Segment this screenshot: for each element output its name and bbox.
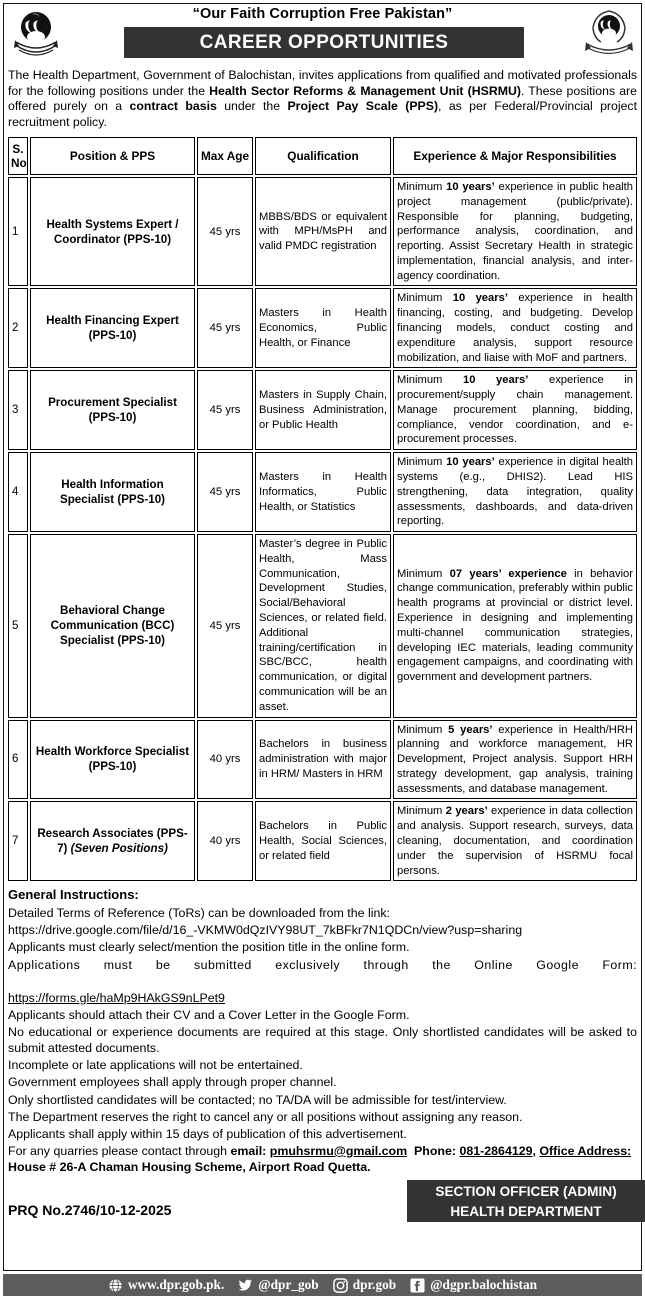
row-serial-number: 7	[8, 801, 28, 881]
row-max-age: 45 yrs	[197, 452, 253, 532]
instruction-attach-cv: Applicants should attach their CV and a Cover Letter in the Google Form.	[8, 1007, 410, 1022]
footer-instagram[interactable]	[333, 1277, 397, 1293]
col-header-qualification: Qualification	[255, 137, 391, 175]
instruction-tors-line: Detailed Terms of Reference (ToRs) can be downloaded from the link:	[8, 906, 391, 921]
instagram-icon	[333, 1278, 348, 1293]
row-qualification: MBBS/BDS or equivalent with MPH/MsPH and valid PMDC registration	[255, 177, 391, 286]
col-header-sno-line1: S.	[12, 141, 24, 156]
row-position-title: Health Systems Expert / Coordinator (PPS-10)	[30, 177, 195, 286]
intro-bold-hsrmu: Health Sector Reforms & Management Unit (HSRMU)	[209, 83, 521, 98]
col-header-max-age: Max Age	[197, 137, 253, 175]
row-serial-number: 5	[8, 534, 28, 717]
row-max-age: 45 yrs	[197, 177, 253, 286]
footer-facebook[interactable]	[410, 1277, 537, 1293]
row-experience-details: experience in digital health systems (e.g., DHIS2). Lead HIS strengthening, data integration, quality assessments, dashboards, and data-driven reporting.	[397, 456, 633, 528]
balochistan-government-emblem-icon	[8, 6, 64, 60]
facebook-icon	[410, 1278, 425, 1293]
row-serial-number: 4	[8, 452, 28, 532]
career-opportunities-banner: CAREER OPPORTUNITIES	[124, 27, 524, 58]
instruction-govt-employees: Government employees shall apply through proper channel.	[8, 1075, 337, 1090]
social-media-footer	[3, 1274, 642, 1296]
instruction-google-form-line: Applications must be submitted exclusively through the Online Google Form:	[8, 957, 637, 972]
intro-part3: under the	[216, 99, 288, 114]
officer-title: SECTION OFFICER (ADMIN)	[435, 1184, 617, 1200]
row-experience-years: 10 years’	[446, 180, 495, 193]
instructions-title: General Instructions:	[8, 887, 139, 903]
row-max-age: 40 yrs	[197, 801, 253, 881]
row-experience-prefix: Minimum	[397, 723, 449, 736]
contact-office-address-label: Office Address:	[539, 1143, 632, 1158]
instruction-shortlisted-contact: Only shortlisted candidates will be contacted; no TA/DA will be admissible for test/interview.	[8, 1092, 507, 1107]
row-max-age: 45 yrs	[197, 288, 253, 368]
row-qualification: Masters in Health Economics, Public Health, or Finance	[255, 288, 391, 368]
row-experience-years: 2 years’	[445, 805, 488, 818]
row-serial-number: 2	[8, 288, 28, 368]
row-experience-years: 10 years’	[462, 374, 529, 387]
intro-part2: . These positions are offered purely on a	[8, 83, 637, 114]
row-qualification: Bachelors in business administration with major in HRM/ Masters in HRM	[255, 720, 391, 800]
instruction-select-position: Applicants must clearly select/mention the position title in the online form.	[8, 940, 410, 955]
footer-twitter-label: @dpr_gob	[258, 1277, 319, 1292]
contact-email-value[interactable]: pmuhsrmu@gmail.com	[269, 1143, 408, 1158]
row-experience-details: experience in Health/HRH planning and workforce management, HR Development, Project analysis. Support HRH strategy development, gap analysis, training assessments, and database management.	[397, 723, 633, 795]
footer-facebook-label: @dgpr.balochistan	[430, 1277, 538, 1292]
slogan-text: “Our Faith Corruption Free Pakistan”	[192, 6, 453, 22]
row-experience-years: 10 years’	[446, 456, 495, 469]
contact-phone-label: Phone:	[414, 1143, 460, 1158]
page-border	[3, 3, 642, 1271]
row-experience-prefix: Minimum	[397, 292, 453, 305]
instruction-cancel-rights: The Department reserves the right to cancel any or all positions without assigning any reason.	[8, 1109, 523, 1124]
col-header-position: Position & PPS	[30, 137, 195, 175]
row-qualification: Masters in Supply Chain, Business Administration, or Public Health	[255, 370, 391, 450]
footer-website-label: www.dpr.gob.pk.	[127, 1277, 225, 1292]
signature-area	[0, 1180, 645, 1226]
row-experience-prefix: Minimum	[397, 567, 450, 580]
col-header-sno-line2: No	[11, 155, 27, 170]
row-serial-number: 3	[8, 370, 28, 450]
row-experience-prefix: Minimum	[397, 374, 463, 387]
row-experience-details: experience in health financing, costing, and budgeting. Develop financing models, conduct costing and expenditure analysis, support resource mobilization, and liaise with MoF and partners.	[397, 292, 634, 364]
row-max-age: 45 yrs	[197, 370, 253, 450]
instruction-no-documents: No educational or experience documents are required at this stage. Only shortlisted candidates will be asked to submit attested documents.	[8, 1025, 637, 1056]
row-experience-prefix: Minimum	[397, 805, 446, 818]
col-header-experience: Experience & Major Responsibilities	[393, 137, 637, 175]
signing-authority-box	[407, 1180, 645, 1222]
intro-bold-contract: contract basis	[129, 99, 217, 114]
header	[0, 0, 645, 66]
row-qualification: Masters in Health Informatics, Public Health, or Statistics	[255, 452, 391, 532]
footer-twitter[interactable]	[238, 1277, 318, 1293]
row-qualification: Master’s degree in Public Health, Mass Communication, Development Studies, Social/Behavioral Sciences, or related field. Additional training/certification in SBC/BCC, health communication, or digital communication will be an asset.	[255, 534, 391, 717]
contact-email-label: email:	[230, 1143, 270, 1158]
contact-prefix: For any quarries please contact through	[8, 1143, 231, 1158]
footer-website[interactable]	[108, 1277, 224, 1293]
row-experience-years: 5 years’	[448, 723, 493, 736]
intro-part1: The Health Department, Government of Balochistan, invites applications from qualified and motivated professionals for the following positions under the	[8, 68, 637, 98]
row-position-title: Health Information Specialist (PPS-10)	[30, 452, 195, 532]
row-experience-details: in behavior change communication, preferably within public health programs at provincial or district level. Experience in designing and implementing multi-channel communication strategies, developing IEC materials, leading community engagement campaigns, and coordinating with government and development partners.	[397, 567, 634, 684]
row-experience-years: 10 years’	[452, 292, 508, 305]
twitter-icon	[238, 1278, 253, 1293]
footer-instagram-label: dpr.gob	[352, 1277, 397, 1292]
row-experience-prefix: Minimum	[397, 456, 447, 469]
row-position-title: Health Financing Expert (PPS-10)	[30, 288, 195, 368]
globe-icon	[108, 1278, 123, 1293]
health-department-emblem-icon	[581, 6, 637, 60]
row-max-age: 40 yrs	[197, 720, 253, 800]
contact-office-address-value: House # 26-A Chaman Housing Scheme, Airport Road Quetta.	[8, 1160, 371, 1175]
row-serial-number: 6	[8, 720, 28, 800]
instruction-incomplete-apps: Incomplete or late applications will not be entertained.	[8, 1058, 303, 1073]
intro-part4: , as per Federal/Provincial project recruitment policy.	[8, 99, 637, 130]
row-position-title: Behavioral Change Communication (BCC) Specialist (PPS-10)	[30, 534, 195, 717]
row-position-note: (Seven Positions)	[70, 842, 168, 856]
contact-phone-value: 081-2864129,	[459, 1143, 536, 1158]
instruction-deadline: Applicants shall apply within 15 days of publication of this advertisement.	[8, 1126, 407, 1141]
row-experience-details: experience in public health project management (public/private). Responsible for planning, budgeting, performance analysis, coordination, and reporting. Assist Secretary Health in strategic implementation, financial analysis, and inter-agency coordination.	[397, 180, 633, 282]
row-qualification: Bachelors in Public Health, Social Sciences, or related field	[255, 801, 391, 881]
intro-bold-pps: Project Pay Scale (PPS)	[287, 99, 439, 114]
tors-download-link[interactable]: https://drive.google.com/file/d/16_-VKMW0dQzIVY98UT_7kBFkr7N1QDCn/view?usp=sharing	[8, 923, 523, 938]
row-position-title: Procurement Specialist (PPS-10)	[30, 370, 195, 450]
officer-department: HEALTH DEPARTMENT	[450, 1204, 602, 1220]
prq-number: PRQ No.2746/10-12-2025	[8, 1202, 172, 1219]
row-position-main: Research Associates (PPS-7)	[37, 827, 188, 856]
row-position-title: Health Workforce Specialist (PPS-10)	[30, 720, 195, 800]
row-experience-prefix: Minimum	[397, 180, 447, 193]
google-form-link[interactable]: https://forms.gle/haMp9HAkGS9nLPet9	[8, 990, 225, 1005]
row-experience-details: experience in procurement/supply chain management. Manage procurement planning, bidding, compliance, vendor coordination, and e-procurement processes.	[397, 374, 634, 446]
row-experience-years: 07 years’ experience	[449, 567, 567, 580]
row-max-age: 45 yrs	[197, 534, 253, 717]
row-serial-number: 1	[8, 177, 28, 286]
row-experience-details: experience in data collection and analysis. Support research, surveys, data cleaning, documentation, and coordination under the supervision of HSRMU focal persons.	[397, 805, 633, 877]
